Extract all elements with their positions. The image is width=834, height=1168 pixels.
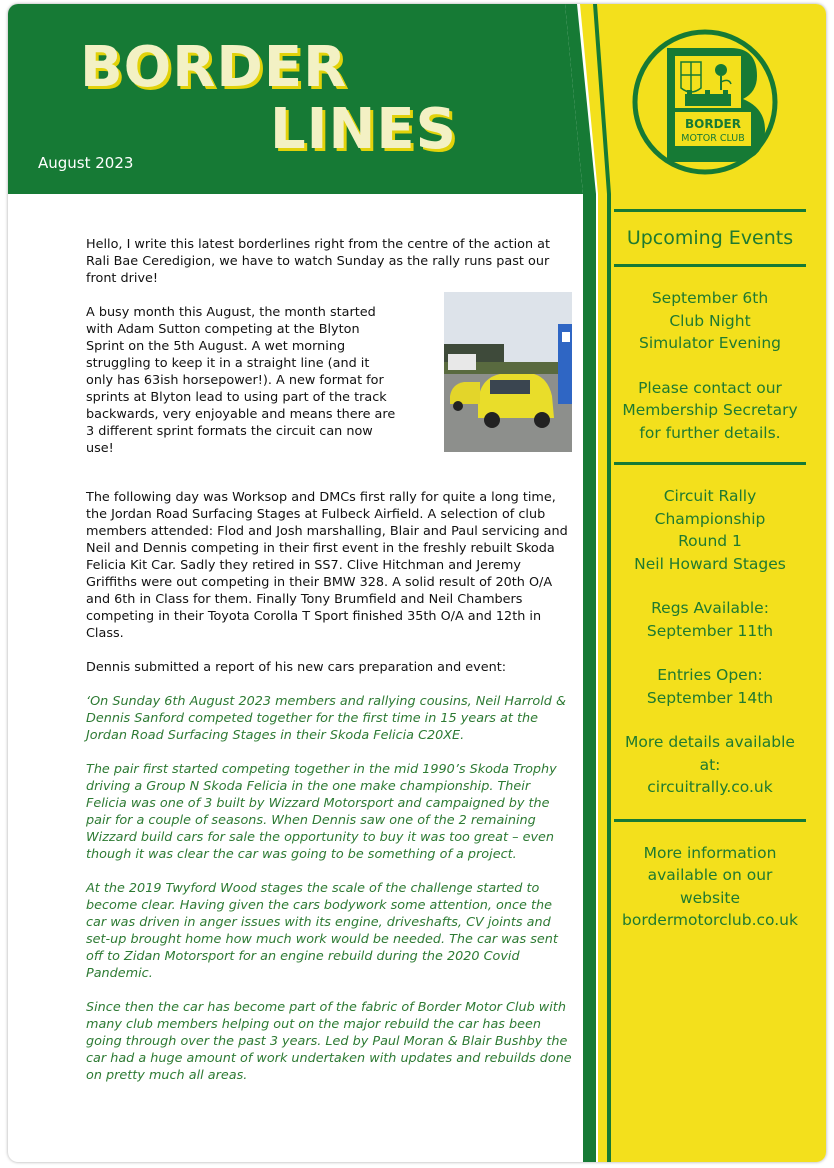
circuitrally-link[interactable]: circuitrally.co.uk — [647, 778, 773, 796]
paragraph-blyton-sprint: A busy month this August, the month started with Adam Sutton competing at the Blyton Sprint on the 5th August. A wet morning struggling to keep it in a straight line (and it only has 63ish horsepower!). A new format for sprints at Blyton lead to using part of the track backwards, very enjoyable and means there are 3 different sprint formats the circuit can now use! — [86, 305, 396, 456]
website-link[interactable]: bordermotorclub.co.uk — [622, 911, 798, 929]
issue-date: August 2023 — [38, 154, 134, 172]
regs-date: September 11th — [646, 621, 774, 640]
masthead-title-line1: BORDER — [80, 35, 348, 100]
event-circuit-rally — [614, 485, 806, 575]
masthead-title-line2: LINES — [270, 97, 457, 162]
newsletter-page — [8, 4, 826, 1162]
contact-line: Please contact our — [638, 378, 782, 397]
sidebar-title: Upcoming Events — [626, 227, 794, 249]
details-line: More details available — [625, 733, 795, 751]
paragraph-jordan-road: The following day was Worksop and DMCs first rally for quite a long time, the Jordan Road Surfacing Stages at Fulbeck Airfield. A selection of club members attended: Flod and Josh marshalling, Blair and Paul servicing and Neil and Dennis competing in their first event in the freshly rebuilt Skoda Felicia Kit Car. Sadly they retired in SS7. Clive Hitchman and Jeremy Griffiths were out competing in their BMW 328. A solid result of 20th O/A and 6th in Class for them. Finally Tony Brumfield and Neil Chambers competing in their Toyota Corolla T Sport finished 35th O/A and 12th in Class. — [86, 490, 568, 641]
entries-label: Entries Open: — [657, 666, 763, 684]
event-date: September 6th — [651, 289, 769, 307]
regs-available — [614, 597, 806, 642]
details-line: at: — [699, 755, 721, 774]
info-line: available on our — [647, 866, 773, 884]
rally-car-photo — [444, 292, 572, 452]
event-detail: Simulator Evening — [638, 334, 782, 352]
logo-text-line1: BORDER — [685, 117, 741, 131]
club-logo-icon — [625, 22, 785, 182]
logo-rose-icon — [715, 64, 727, 76]
paragraph-intro: Hello, I write this latest borderlines right from the centre of the action at Rali Bae Ceredigion, we have to watch Sunday as the rally runs past our front drive! — [86, 237, 550, 286]
quote-paragraph-2: The pair first started competing together in the mid 1990’s Skoda Trophy driving a Group N Skoda Felicia in the one make championship. Their Felicia was one of 3 built by Wizzard Motorsport and campaigned by the pair for a couple of seasons. When Dennis saw one of the 2 remaining Wizzard build cars for sale the opportunity to buy it was too great – even though it was clear the car was going to be something of a project. — [86, 762, 557, 862]
event-line: Neil Howard Stages — [634, 554, 786, 573]
quote-paragraph-1: ‘On Sunday 6th August 2023 members and rallying cousins, Neil Harrold & Dennis Sanford competed together for the first time in 15 years at the Jordan Road Surfacing Stages in their Skoda Felicia C20XE. — [86, 694, 566, 743]
event-line: Circuit Rally — [663, 487, 757, 505]
more-details — [614, 731, 806, 799]
contact-line: Membership Secretary — [622, 401, 798, 419]
paragraph-report-intro: Dennis submitted a report of his new cars preparation and event: — [86, 660, 507, 675]
event-name: Club Night — [669, 311, 751, 330]
contact-note — [614, 377, 806, 445]
article-body — [86, 236, 572, 1101]
upcoming-events-sidebar — [614, 209, 806, 932]
entries-date: September 14th — [646, 688, 774, 707]
event-club-night — [614, 287, 806, 355]
sidebar-rule — [614, 209, 806, 212]
event-line: Round 1 — [678, 532, 742, 550]
quote-paragraph-4: Since then the car has become part of the fabric of Border Motor Club with many club members helping out on the major rebuild the car has been going through over the past 3 years. Led by Paul Moran & Blair Bushby the car had a huge amount of work undertaken with updates and rebuilds done on pretty much all areas. — [86, 1000, 572, 1083]
info-line: More information — [643, 843, 777, 862]
regs-label: Regs Available: — [651, 599, 769, 617]
paragraph-with-photo — [86, 304, 572, 457]
logo-castle-icon — [685, 94, 731, 106]
logo-text-line2: MOTOR CLUB — [681, 133, 745, 144]
entries-open — [614, 664, 806, 709]
more-information — [614, 842, 806, 932]
event-line: Championship — [654, 509, 766, 528]
info-line: website — [679, 888, 741, 907]
quote-paragraph-3: At the 2019 Twyford Wood stages the scale of the challenge started to become clear. Having given the cars bodywork some attention, once the car was driven in anger issues with its engine, driveshafts, CV joints and set-up brought home how much work would be needed. The car was sent off to Zidan Motorsport for an engine rebuild during the 2020 Covid Pandemic. — [86, 881, 558, 981]
contact-line: for further details. — [639, 423, 781, 442]
